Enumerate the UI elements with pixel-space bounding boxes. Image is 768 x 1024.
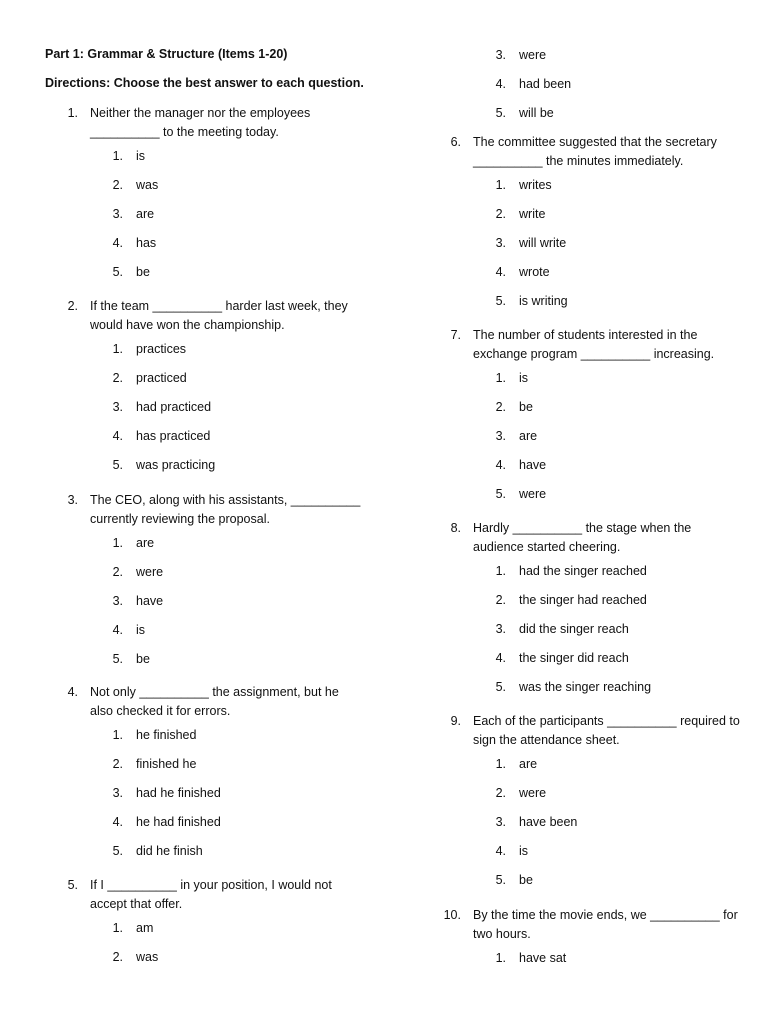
question-text: audience started cheering. — [473, 540, 621, 554]
option-number: 2. — [495, 593, 506, 607]
question-item — [428, 712, 740, 895]
answer-option — [45, 645, 380, 674]
option-text: have been — [519, 815, 578, 829]
option-text: be — [519, 873, 533, 887]
option-text: did he finish — [136, 844, 203, 858]
option-text: wrote — [519, 265, 550, 279]
option-text: were — [519, 786, 547, 800]
answer-option — [428, 779, 728, 808]
answer-option — [428, 480, 728, 509]
question-line — [45, 491, 380, 510]
option-text: have sat — [519, 951, 567, 965]
question-text: By the time the movie ends, we __________ for — [473, 908, 738, 922]
option-text: writes — [519, 178, 552, 192]
option-number: 2. — [112, 371, 123, 385]
carryover-options — [428, 41, 728, 128]
question-text: accept that offer. — [90, 897, 183, 911]
option-number: 2. — [495, 207, 506, 221]
option-text: he had finished — [136, 815, 221, 829]
question-number: 1. — [67, 106, 78, 120]
answer-option — [45, 335, 380, 364]
answer-option — [45, 587, 380, 616]
option-text: did the singer reach — [519, 622, 629, 636]
option-number: 1. — [495, 757, 506, 771]
option-text: have — [136, 594, 164, 608]
option-number: 5. — [495, 294, 506, 308]
answer-option — [45, 808, 380, 837]
answer-option — [45, 364, 380, 393]
question-line — [45, 702, 380, 721]
answer-option — [428, 615, 728, 644]
answer-option — [428, 451, 728, 480]
question-text: exchange program __________ increasing. — [473, 347, 715, 361]
option-number: 5. — [495, 106, 506, 120]
option-text: had the singer reached — [519, 564, 647, 578]
answer-option — [428, 393, 728, 422]
question-number: 10. — [443, 908, 461, 922]
answer-option — [428, 287, 728, 316]
question-item — [428, 906, 738, 973]
option-number: 4. — [495, 265, 506, 279]
answer-option — [428, 750, 728, 779]
answer-option — [428, 41, 728, 70]
question-number: 7. — [450, 328, 461, 342]
answer-option — [45, 142, 380, 171]
option-number: 2. — [495, 786, 506, 800]
answer-option — [45, 200, 380, 229]
answer-option — [428, 557, 728, 586]
question-number: 9. — [450, 714, 461, 728]
question-line — [428, 152, 728, 171]
question-text: Not only __________ the assignment, but he — [90, 685, 339, 699]
option-text: are — [136, 207, 155, 221]
answer-option — [428, 171, 728, 200]
question-line — [45, 123, 380, 142]
question-text: If the team __________ harder last week, they — [90, 299, 348, 313]
option-text: the singer had reached — [519, 593, 647, 607]
question-item — [45, 104, 380, 287]
answer-option — [45, 750, 380, 779]
option-number: 3. — [112, 207, 123, 221]
answer-option — [428, 866, 728, 895]
option-text: be — [136, 652, 150, 666]
question-line — [45, 104, 380, 123]
option-text: are — [136, 536, 155, 550]
option-number: 5. — [495, 487, 506, 501]
option-number: 3. — [495, 815, 506, 829]
option-text: has — [136, 236, 157, 250]
answer-option — [428, 229, 728, 258]
question-text: sign the attendance sheet. — [473, 733, 620, 747]
option-number: 4. — [112, 236, 123, 250]
answer-option — [45, 229, 380, 258]
answer-option — [45, 422, 380, 451]
question-item — [428, 326, 728, 509]
question-item — [45, 297, 380, 480]
question-line — [45, 876, 380, 895]
option-text: is — [519, 371, 529, 385]
answer-option — [45, 558, 380, 587]
answer-option — [428, 837, 728, 866]
question-text: The number of students interested in the — [473, 328, 698, 342]
option-number: 4. — [495, 458, 506, 472]
option-number: 3. — [495, 429, 506, 443]
question-text: would have won the championship. — [90, 318, 285, 332]
option-number: 4. — [112, 429, 123, 443]
option-number: 3. — [495, 622, 506, 636]
option-number: 5. — [112, 458, 123, 472]
option-number: 4. — [112, 815, 123, 829]
question-line — [428, 538, 728, 557]
option-number: 1. — [112, 921, 123, 935]
question-number: 5. — [67, 878, 78, 892]
answer-option — [45, 779, 380, 808]
option-text: is — [136, 149, 146, 163]
option-text: had been — [519, 77, 572, 91]
option-text: was — [136, 178, 159, 192]
question-text: also checked it for errors. — [90, 704, 231, 718]
option-number: 4. — [112, 623, 123, 637]
option-number: 5. — [495, 873, 506, 887]
option-number: 3. — [112, 400, 123, 414]
option-text: practices — [136, 342, 187, 356]
answer-option — [428, 70, 728, 99]
option-text: will be — [519, 106, 554, 120]
question-item — [45, 683, 380, 866]
option-text: is writing — [519, 294, 568, 308]
option-number: 3. — [112, 786, 123, 800]
option-text: had practiced — [136, 400, 212, 414]
answer-option — [428, 673, 728, 702]
answer-option — [45, 529, 380, 558]
answer-option — [45, 721, 380, 750]
question-number: 8. — [450, 521, 461, 535]
option-text: write — [519, 207, 546, 221]
question-text: The committee suggested that the secretary — [473, 135, 717, 149]
question-text: Each of the participants __________ required to — [473, 714, 740, 728]
answer-option — [45, 258, 380, 287]
question-line — [428, 133, 728, 152]
question-text: currently reviewing the proposal. — [90, 512, 270, 526]
answer-option — [45, 914, 380, 943]
answer-option — [428, 644, 728, 673]
question-number: 4. — [67, 685, 78, 699]
option-number: 5. — [112, 652, 123, 666]
option-number: 5. — [112, 265, 123, 279]
option-number: 3. — [112, 594, 123, 608]
option-text: has practiced — [136, 429, 211, 443]
option-number: 2. — [112, 950, 123, 964]
option-number: 5. — [112, 844, 123, 858]
answer-option — [428, 99, 728, 128]
answer-option — [45, 943, 380, 972]
option-text: have — [519, 458, 547, 472]
option-text: is — [136, 623, 146, 637]
option-text: be — [136, 265, 150, 279]
question-number: 3. — [67, 493, 78, 507]
answer-option — [45, 171, 380, 200]
answer-option — [428, 200, 728, 229]
option-text: is — [519, 844, 529, 858]
question-line — [45, 895, 380, 914]
question-text: __________ to the meeting today. — [90, 125, 279, 139]
option-text: finished he — [136, 757, 197, 771]
option-text: was the singer reaching — [519, 680, 652, 694]
question-line — [45, 683, 380, 702]
answer-option — [428, 258, 728, 287]
option-number: 2. — [112, 757, 123, 771]
question-line — [428, 345, 728, 364]
option-text: are — [519, 429, 538, 443]
option-text: was practicing — [136, 458, 216, 472]
option-number: 1. — [495, 178, 506, 192]
option-text: he finished — [136, 728, 197, 742]
option-text: were — [519, 487, 547, 501]
option-number: 1. — [495, 564, 506, 578]
option-number: 1. — [112, 536, 123, 550]
option-text: had he finished — [136, 786, 221, 800]
option-number: 1. — [495, 371, 506, 385]
option-number: 3. — [495, 236, 506, 250]
question-text: Hardly __________ the stage when the — [473, 521, 692, 535]
option-number: 2. — [112, 565, 123, 579]
option-text: were — [136, 565, 164, 579]
answer-option — [428, 422, 728, 451]
question-line — [45, 297, 380, 316]
question-line — [428, 326, 728, 345]
option-number: 4. — [495, 77, 506, 91]
question-number: 6. — [450, 135, 461, 149]
option-text: was — [136, 950, 159, 964]
question-text: Neither the manager nor the employees — [90, 106, 311, 120]
option-text: be — [519, 400, 533, 414]
question-item — [428, 133, 728, 316]
option-number: 1. — [112, 342, 123, 356]
answer-option — [45, 837, 380, 866]
option-number: 2. — [112, 178, 123, 192]
option-text: the singer did reach — [519, 651, 629, 665]
question-line — [428, 731, 728, 750]
question-number: 2. — [67, 299, 78, 313]
question-text: If I __________ in your position, I would not — [90, 878, 332, 892]
option-number: 5. — [495, 680, 506, 694]
question-line — [45, 510, 380, 529]
answer-option — [428, 586, 728, 615]
option-text: am — [136, 921, 154, 935]
answer-option — [428, 944, 728, 973]
option-number: 1. — [495, 951, 506, 965]
question-item — [45, 876, 380, 972]
answer-option — [45, 616, 380, 645]
option-number: 2. — [495, 400, 506, 414]
answer-option — [45, 393, 380, 422]
answer-option — [45, 451, 380, 480]
question-text: The CEO, along with his assistants, __________ — [90, 493, 361, 507]
option-number: 4. — [495, 651, 506, 665]
option-number: 1. — [112, 728, 123, 742]
directions: Directions: Choose the best answer to each question. — [45, 76, 364, 90]
question-line — [45, 316, 380, 335]
question-text: __________ the minutes immediately. — [473, 154, 684, 168]
question-line — [428, 519, 728, 538]
option-number: 4. — [495, 844, 506, 858]
question-line — [428, 925, 728, 944]
answer-option — [428, 364, 728, 393]
option-text: were — [519, 48, 547, 62]
option-text: practiced — [136, 371, 187, 385]
question-item — [428, 519, 728, 702]
question-text: two hours. — [473, 927, 531, 941]
question-item — [45, 491, 380, 674]
option-number: 1. — [112, 149, 123, 163]
option-number: 3. — [495, 48, 506, 62]
part-title: Part 1: Grammar & Structure (Items 1-20) — [45, 47, 288, 61]
option-text: are — [519, 757, 538, 771]
question-line — [428, 906, 738, 925]
question-line — [428, 712, 740, 731]
option-text: will write — [519, 236, 567, 250]
answer-option — [428, 808, 728, 837]
